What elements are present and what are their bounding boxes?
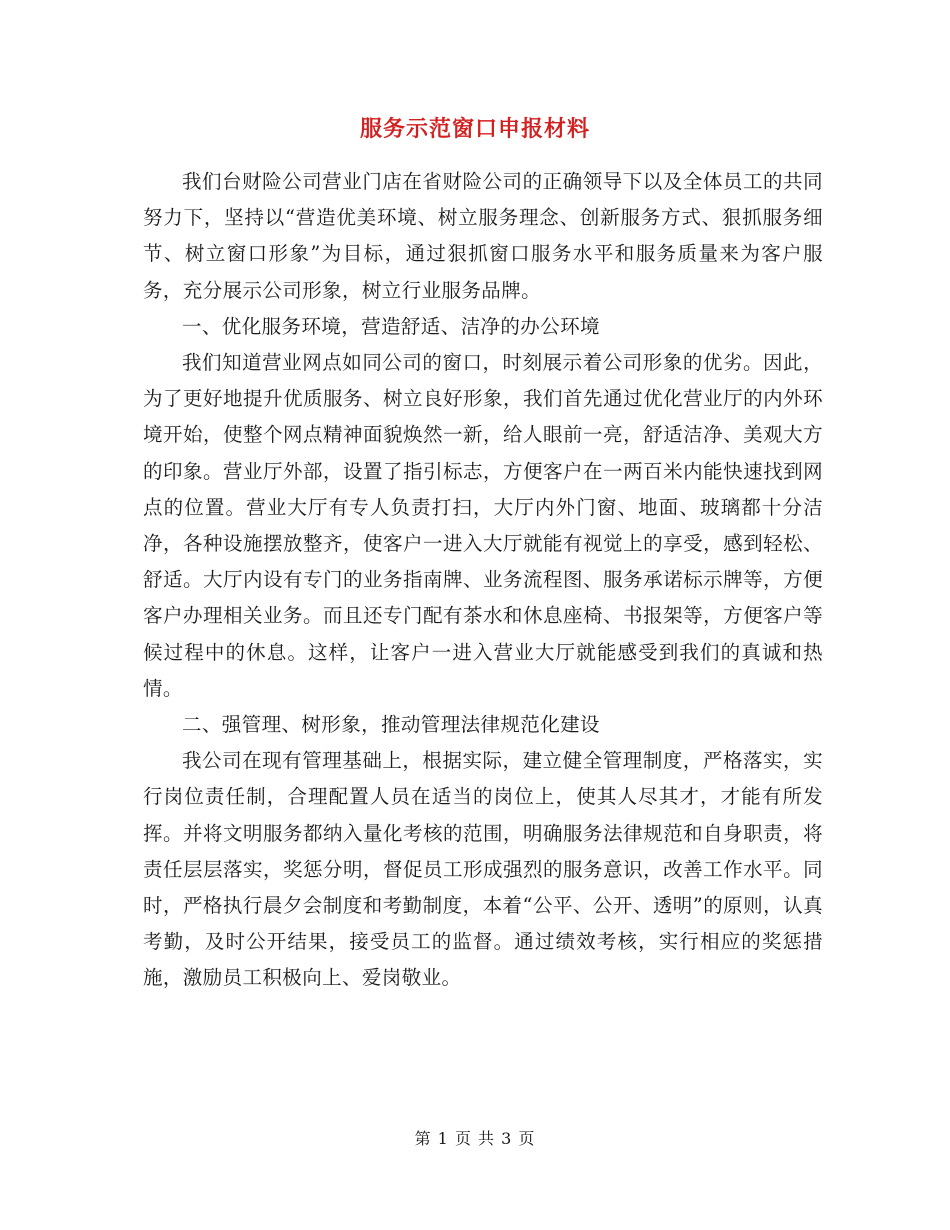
section-heading-1: 一、优化服务环境，营造舒适、洁净的办公环境 (182, 314, 600, 338)
page-number-footer: 第 1 页 共 3 页 (414, 1129, 536, 1148)
section-heading-2: 二、强管理、树形象，推动管理法律规范化建设 (182, 713, 600, 737)
document-body (143, 164, 823, 997)
document-title: 服务示范窗口申报材料 (359, 116, 590, 142)
intro-paragraph: 我们台财险公司营业门店在省财险公司的正确领导下以及全体员工的共同努力下，坚持以“营造优美环境、树立服务理念、创新服务方式、狠抓服务细节、树立窗口形象”为目标，通过狠抓窗口服务水平和服务质量来为客户服务，充分展示公司形象，树立行业服务品牌。 (143, 170, 823, 302)
section-2-paragraph: 我公司在现有管理基础上，根据实际，建立健全管理制度，严格落实，实行岗位责任制，合理配置人员在适当的岗位上，使其人尽其才，才能有所发挥。并将文明服务都纳入量化考核的范围，明确服务法律规范和自身职责，将责任层层落实，奖惩分明，督促员工形成强烈的服务意识，改善工作水平。同时，严格执行晨夕会制度和考勤制度，本着“公平、公开、透明”的原则，认真考勤，及时公开结果，接受员工的监督。通过绩效考核，实行相应的奖惩措施，激励员工积极向上、爱岗敬业。 (143, 749, 823, 990)
section-1-paragraph: 我们知道营业网点如同公司的窗口，时刻展示着公司形象的优劣。因此，为了更好地提升优质服务、树立良好形象，我们首先通过优化营业厅的内外环境开始，使整个网点精神面貌焕然一新，给人眼前一亮，舒适洁净、美观大方的印象。营业厅外部，设置了指引标志，方便客户在一两百米内能快速找到网点的位置。营业大厅有专人负责打扫，大厅内外门窗、地面、玻璃都十分洁净，各种设施摆放整齐，使客户一进入大厅就能有视觉上的享受，感到轻松、舒适。大厅内设有专门的业务指南牌、业务流程图、服务承诺标示牌等，方便客户办理相关业务。而且还专门配有茶水和休息座椅、书报架等，方便客户等候过程中的休息。这样，让客户一进入营业大厅就能感受到我们的真诚和热情。 (143, 351, 823, 700)
